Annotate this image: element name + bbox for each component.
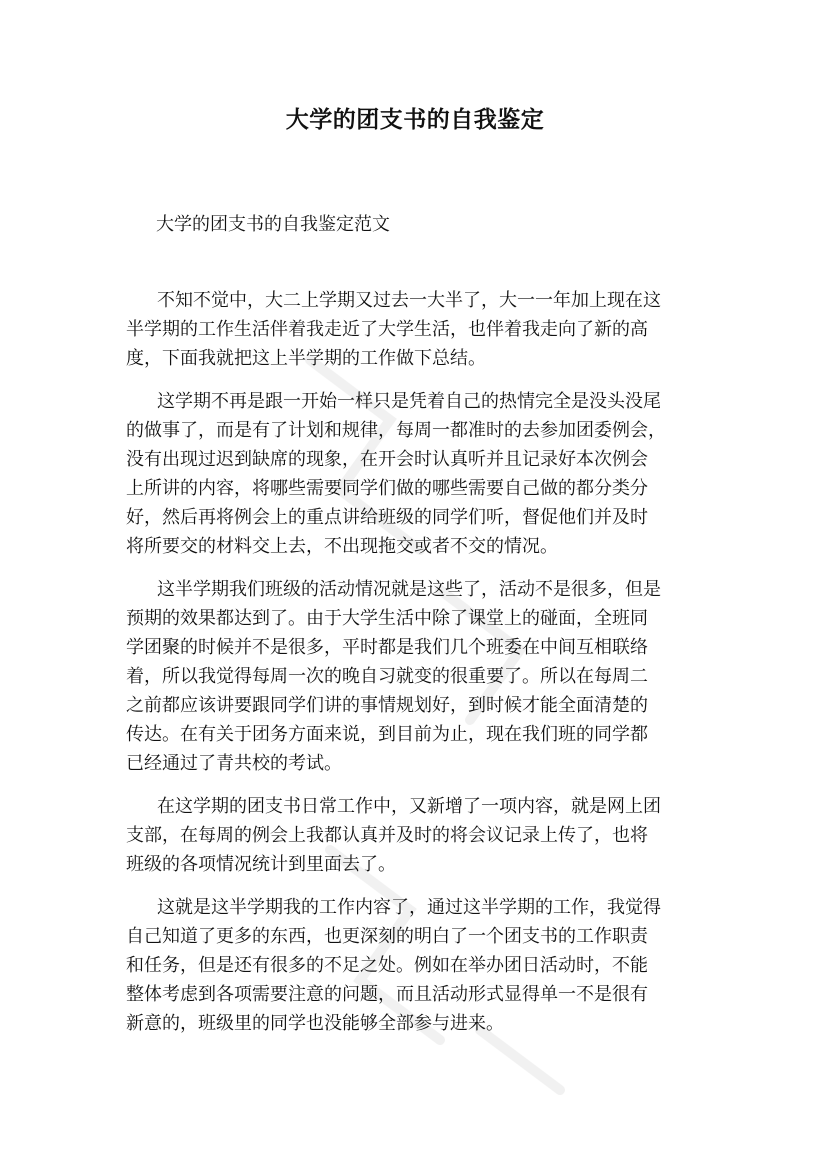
paragraph-line: 着，所以我觉得每周一次的晚自习就变的很重要了。所以在每周二 <box>126 666 648 687</box>
document-body <box>126 286 716 1052</box>
paragraph-line: 上所讲的内容，将哪些需要同学们做的哪些需要自己做的都分类分 <box>126 478 648 499</box>
paragraph-line: 之前都应该讲要跟同学们讲的事情规划好，到时候才能全面清楚的 <box>126 695 648 716</box>
paragraph-line: 班级的各项情况统计到里面去了。 <box>126 854 396 875</box>
paragraph-line: 预期的效果都达到了。由于大学生活中除了课堂上的碰面，全班同 <box>126 608 648 629</box>
document-title: 大学的团支书的自我鉴定 <box>285 106 545 133</box>
paragraph-line: 已经通过了青共校的考试。 <box>126 753 342 774</box>
paragraph-line: 的做事了，而是有了计划和规律，每周一都准时的去参加团委例会， <box>126 420 666 441</box>
paragraph-line: 和任务，但是还有很多的不足之处。例如在举办团日活动时，不能 <box>126 955 648 976</box>
paragraph-line: 在这学期的团支书日常工作中，又新增了一项内容，就是网上团 <box>157 796 661 817</box>
body-paragraph <box>126 387 716 561</box>
paragraph-line: 自己知道了更多的东西，也更深刻的明白了一个团支书的工作职责 <box>126 926 648 947</box>
body-paragraph <box>126 893 716 1038</box>
paragraph-line: 度，下面我就把这上半学期的工作做下总结。 <box>126 348 486 369</box>
paragraph-line: 整体考虑到各项需要注意的问题，而且活动形式显得单一不是很有 <box>126 984 648 1005</box>
paragraph-line: 学团聚的时候并不是很多，平时都是我们几个班委在中间互相联络 <box>126 637 648 658</box>
paragraph-line: 这学期不再是跟一开始一样只是凭着自己的热情完全是没头没尾 <box>157 391 661 412</box>
paragraph-line: 半学期的工作生活伴着我走近了大学生活，也伴着我走向了新的高 <box>126 319 648 340</box>
paragraph-line: 传达。在有关于团务方面来说，到目前为止，现在我们班的同学都 <box>126 724 648 745</box>
body-paragraph <box>126 286 716 373</box>
document-subtitle: 大学的团支书的自我鉴定范文 <box>156 214 390 235</box>
paragraph-line: 将所要交的材料交上去，不出现拖交或者不交的情况。 <box>126 536 558 557</box>
paragraph-line: 新意的，班级里的同学也没能够全部参与进来。 <box>126 1013 504 1034</box>
paragraph-line: 这就是这半学期我的工作内容了，通过这半学期的工作，我觉得 <box>157 897 661 918</box>
paragraph-line: 没有出现过迟到缺席的现象，在开会时认真听并且记录好本次例会 <box>126 449 648 470</box>
paragraph-line: 支部，在每周的例会上我都认真并及时的将会议记录上传了，也将 <box>126 825 648 846</box>
paragraph-line: 这半学期我们班级的活动情况就是这些了，活动不是很多，但是 <box>157 579 661 600</box>
paragraph-line: 不知不觉中，大二上学期又过去一大半了，大一一年加上现在这 <box>157 290 661 311</box>
paragraph-line: 好，然后再将例会上的重点讲给班级的同学们听，督促他们并及时 <box>126 507 648 528</box>
body-paragraph <box>126 792 716 879</box>
body-paragraph <box>126 575 716 778</box>
